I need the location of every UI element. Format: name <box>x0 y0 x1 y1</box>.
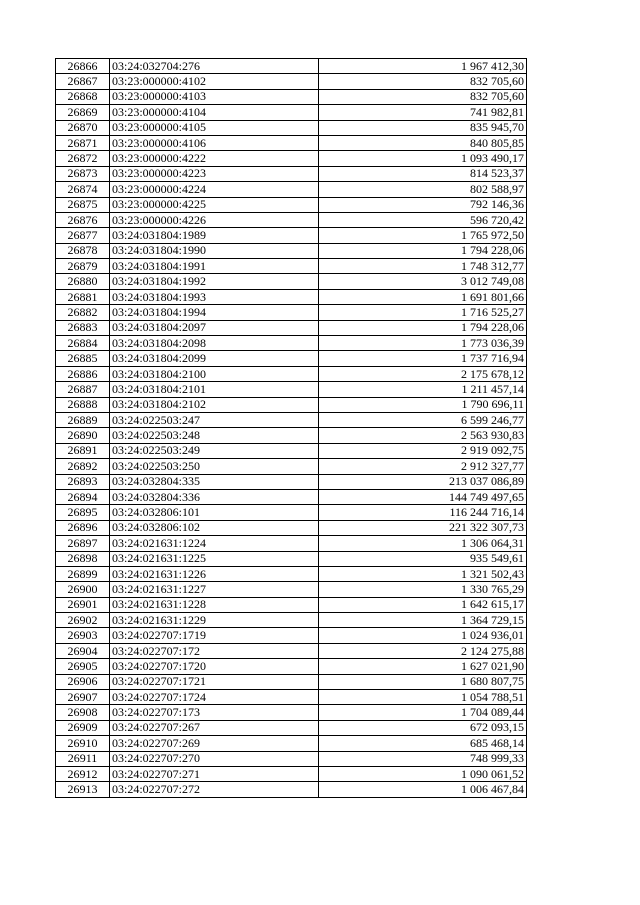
row-number-cell: 26897 <box>56 536 110 551</box>
cadastral-value-cell: 2 919 092,75 <box>319 443 527 458</box>
cadastral-number-cell: 03:24:022707:271 <box>110 766 319 781</box>
row-number-cell: 26913 <box>56 782 110 797</box>
table-row <box>56 336 527 351</box>
cadastral-number-cell: 03:24:031804:1992 <box>110 274 319 289</box>
table-row <box>56 674 527 689</box>
cadastral-value-cell: 1 054 788,51 <box>319 690 527 705</box>
cadastral-value-cell: 1 773 036,39 <box>319 336 527 351</box>
cadastral-number-cell: 03:24:022707:1721 <box>110 674 319 689</box>
cadastral-number-cell: 03:24:032806:102 <box>110 520 319 535</box>
cadastral-number-cell: 03:23:000000:4223 <box>110 166 319 181</box>
row-number-cell: 26890 <box>56 428 110 443</box>
table-row <box>56 166 527 181</box>
table-row <box>56 582 527 597</box>
table-row <box>56 551 527 566</box>
cadastral-number-cell: 03:24:022707:172 <box>110 643 319 658</box>
table-row <box>56 59 527 74</box>
cadastral-number-cell: 03:23:000000:4226 <box>110 212 319 227</box>
table-row <box>56 428 527 443</box>
row-number-cell: 26891 <box>56 443 110 458</box>
table-row <box>56 643 527 658</box>
cadastral-number-cell: 03:24:022707:1719 <box>110 628 319 643</box>
row-number-cell: 26911 <box>56 751 110 766</box>
row-number-cell: 26909 <box>56 720 110 735</box>
row-number-cell: 26896 <box>56 520 110 535</box>
row-number-cell: 26902 <box>56 613 110 628</box>
cadastral-value-cell: 1 794 228,06 <box>319 320 527 335</box>
cadastral-value-cell: 814 523,37 <box>319 166 527 181</box>
table-row <box>56 182 527 197</box>
row-number-cell: 26888 <box>56 397 110 412</box>
table-row <box>56 397 527 412</box>
cadastral-number-cell: 03:24:031804:1993 <box>110 289 319 304</box>
cadastral-value-cell: 2 563 930,83 <box>319 428 527 443</box>
cadastral-value-cell: 221 322 307,73 <box>319 520 527 535</box>
cadastral-value-cell: 1 765 972,50 <box>319 228 527 243</box>
row-number-cell: 26901 <box>56 597 110 612</box>
row-number-cell: 26908 <box>56 705 110 720</box>
cadastral-value-cell: 835 945,70 <box>319 120 527 135</box>
row-number-cell: 26874 <box>56 182 110 197</box>
row-number-cell: 26905 <box>56 659 110 674</box>
cadastral-value-cell: 596 720,42 <box>319 212 527 227</box>
table-row <box>56 197 527 212</box>
table-row <box>56 736 527 751</box>
table-row <box>56 151 527 166</box>
table-row <box>56 459 527 474</box>
table-row <box>56 366 527 381</box>
cadastral-value-cell: 1 627 021,90 <box>319 659 527 674</box>
table-row <box>56 766 527 781</box>
row-number-cell: 26912 <box>56 766 110 781</box>
table-row <box>56 412 527 427</box>
table-row <box>56 489 527 504</box>
cadastral-value-cell: 1 716 525,27 <box>319 305 527 320</box>
cadastral-number-cell: 03:24:022503:249 <box>110 443 319 458</box>
table-row <box>56 474 527 489</box>
table-row <box>56 690 527 705</box>
row-number-cell: 26904 <box>56 643 110 658</box>
table-row <box>56 705 527 720</box>
cadastral-number-cell: 03:23:000000:4104 <box>110 105 319 120</box>
cadastral-value-cell: 1 321 502,43 <box>319 566 527 581</box>
row-number-cell: 26880 <box>56 274 110 289</box>
row-number-cell: 26907 <box>56 690 110 705</box>
cadastral-number-cell: 03:24:031804:2101 <box>110 382 319 397</box>
cadastral-number-cell: 03:23:000000:4103 <box>110 89 319 104</box>
table-row <box>56 212 527 227</box>
cadastral-value-cell: 1 330 765,29 <box>319 582 527 597</box>
table-row <box>56 243 527 258</box>
row-number-cell: 26892 <box>56 459 110 474</box>
cadastral-number-cell: 03:24:022503:247 <box>110 412 319 427</box>
table-row <box>56 289 527 304</box>
cadastral-number-cell: 03:23:000000:4106 <box>110 135 319 150</box>
row-number-cell: 26870 <box>56 120 110 135</box>
cadastral-value-cell: 2 175 678,12 <box>319 366 527 381</box>
row-number-cell: 26868 <box>56 89 110 104</box>
cadastral-value-cell: 1 680 807,75 <box>319 674 527 689</box>
cadastral-value-cell: 1 737 716,94 <box>319 351 527 366</box>
cadastral-value-cell: 1 364 729,15 <box>319 613 527 628</box>
cadastral-number-cell: 03:23:000000:4105 <box>110 120 319 135</box>
cadastral-value-cell: 1 704 089,44 <box>319 705 527 720</box>
table-row <box>56 566 527 581</box>
cadastral-value-cell: 1 211 457,14 <box>319 382 527 397</box>
cadastral-number-cell: 03:24:022503:250 <box>110 459 319 474</box>
cadastral-number-cell: 03:24:032804:336 <box>110 489 319 504</box>
cadastral-number-cell: 03:24:022707:270 <box>110 751 319 766</box>
table-row <box>56 74 527 89</box>
table-row <box>56 228 527 243</box>
cadastral-number-cell: 03:23:000000:4102 <box>110 74 319 89</box>
table-row <box>56 274 527 289</box>
cadastral-value-cell: 1 967 412,30 <box>319 59 527 74</box>
cadastral-value-cell: 1 794 228,06 <box>319 243 527 258</box>
table-row <box>56 720 527 735</box>
table-row <box>56 613 527 628</box>
cadastral-value-cell: 1 642 615,17 <box>319 597 527 612</box>
cadastral-number-cell: 03:24:022707:272 <box>110 782 319 797</box>
cadastral-number-cell: 03:24:022707:269 <box>110 736 319 751</box>
table-row <box>56 305 527 320</box>
cadastral-number-cell: 03:24:032806:101 <box>110 505 319 520</box>
cadastral-value-cell: 6 599 246,77 <box>319 412 527 427</box>
cadastral-number-cell: 03:24:022707:1720 <box>110 659 319 674</box>
table-row <box>56 520 527 535</box>
cadastral-value-cell: 672 093,15 <box>319 720 527 735</box>
cadastral-value-cell: 3 012 749,08 <box>319 274 527 289</box>
cadastral-value-cell: 1 691 801,66 <box>319 289 527 304</box>
row-number-cell: 26894 <box>56 489 110 504</box>
table-row <box>56 628 527 643</box>
cadastral-number-cell: 03:24:021631:1224 <box>110 536 319 551</box>
cadastral-number-cell: 03:24:032804:335 <box>110 474 319 489</box>
cadastral-number-cell: 03:24:031804:2102 <box>110 397 319 412</box>
cadastral-value-cell: 832 705,60 <box>319 89 527 104</box>
table-row <box>56 89 527 104</box>
table-row <box>56 505 527 520</box>
cadastral-number-cell: 03:24:031804:2098 <box>110 336 319 351</box>
row-number-cell: 26910 <box>56 736 110 751</box>
row-number-cell: 26877 <box>56 228 110 243</box>
row-number-cell: 26871 <box>56 135 110 150</box>
cadastral-number-cell: 03:24:022707:173 <box>110 705 319 720</box>
table-row <box>56 659 527 674</box>
table-row <box>56 120 527 135</box>
row-number-cell: 26869 <box>56 105 110 120</box>
cadastral-number-cell: 03:23:000000:4222 <box>110 151 319 166</box>
cadastral-number-cell: 03:24:031804:2097 <box>110 320 319 335</box>
row-number-cell: 26875 <box>56 197 110 212</box>
cadastral-value-cell: 1 748 312,77 <box>319 259 527 274</box>
cadastral-value-cell: 213 037 086,89 <box>319 474 527 489</box>
row-number-cell: 26906 <box>56 674 110 689</box>
cadastral-number-cell: 03:23:000000:4225 <box>110 197 319 212</box>
table-row <box>56 751 527 766</box>
cadastral-value-cell: 935 549,61 <box>319 551 527 566</box>
row-number-cell: 26893 <box>56 474 110 489</box>
table-row <box>56 351 527 366</box>
table-row <box>56 105 527 120</box>
row-number-cell: 26903 <box>56 628 110 643</box>
cadastral-value-cell: 792 146,36 <box>319 197 527 212</box>
cadastral-number-cell: 03:24:022707:1724 <box>110 690 319 705</box>
cadastral-number-cell: 03:24:031804:2099 <box>110 351 319 366</box>
table-row <box>56 320 527 335</box>
cadastral-value-cell: 1 024 936,01 <box>319 628 527 643</box>
cadastral-value-cell: 144 749 497,65 <box>319 489 527 504</box>
row-number-cell: 26872 <box>56 151 110 166</box>
row-number-cell: 26899 <box>56 566 110 581</box>
cadastral-number-cell: 03:24:021631:1225 <box>110 551 319 566</box>
cadastral-value-cell: 1 306 064,31 <box>319 536 527 551</box>
table-row <box>56 597 527 612</box>
cadastral-number-cell: 03:24:031804:2100 <box>110 366 319 381</box>
cadastral-value-cell: 2 124 275,88 <box>319 643 527 658</box>
row-number-cell: 26887 <box>56 382 110 397</box>
table-row <box>56 443 527 458</box>
table-body <box>56 59 527 798</box>
table-row <box>56 782 527 797</box>
cadastral-number-cell: 03:24:031804:1994 <box>110 305 319 320</box>
cadastral-value-cell: 1 006 467,84 <box>319 782 527 797</box>
row-number-cell: 26886 <box>56 366 110 381</box>
cadastral-value-table <box>55 58 527 798</box>
cadastral-number-cell: 03:24:021631:1226 <box>110 566 319 581</box>
row-number-cell: 26883 <box>56 320 110 335</box>
cadastral-value-cell: 832 705,60 <box>319 74 527 89</box>
cadastral-number-cell: 03:24:021631:1227 <box>110 582 319 597</box>
table-row <box>56 382 527 397</box>
cadastral-number-cell: 03:24:022503:248 <box>110 428 319 443</box>
cadastral-value-cell: 2 912 327,77 <box>319 459 527 474</box>
row-number-cell: 26878 <box>56 243 110 258</box>
table-row <box>56 135 527 150</box>
row-number-cell: 26867 <box>56 74 110 89</box>
cadastral-number-cell: 03:24:031804:1990 <box>110 243 319 258</box>
row-number-cell: 26884 <box>56 336 110 351</box>
cadastral-number-cell: 03:23:000000:4224 <box>110 182 319 197</box>
cadastral-value-cell: 802 588,97 <box>319 182 527 197</box>
row-number-cell: 26866 <box>56 59 110 74</box>
table-row <box>56 536 527 551</box>
row-number-cell: 26895 <box>56 505 110 520</box>
cadastral-value-cell: 1 790 696,11 <box>319 397 527 412</box>
cadastral-number-cell: 03:24:031804:1991 <box>110 259 319 274</box>
row-number-cell: 26900 <box>56 582 110 597</box>
row-number-cell: 26881 <box>56 289 110 304</box>
cadastral-value-cell: 116 244 716,14 <box>319 505 527 520</box>
cadastral-number-cell: 03:24:021631:1229 <box>110 613 319 628</box>
row-number-cell: 26882 <box>56 305 110 320</box>
cadastral-number-cell: 03:24:031804:1989 <box>110 228 319 243</box>
cadastral-value-cell: 741 982,81 <box>319 105 527 120</box>
cadastral-value-cell: 840 805,85 <box>319 135 527 150</box>
cadastral-value-cell: 1 093 490,17 <box>319 151 527 166</box>
cadastral-number-cell: 03:24:022707:267 <box>110 720 319 735</box>
row-number-cell: 26879 <box>56 259 110 274</box>
row-number-cell: 26889 <box>56 412 110 427</box>
row-number-cell: 26898 <box>56 551 110 566</box>
row-number-cell: 26885 <box>56 351 110 366</box>
row-number-cell: 26876 <box>56 212 110 227</box>
cadastral-value-cell: 685 468,14 <box>319 736 527 751</box>
cadastral-number-cell: 03:24:032704:276 <box>110 59 319 74</box>
table-row <box>56 259 527 274</box>
row-number-cell: 26873 <box>56 166 110 181</box>
cadastral-value-cell: 1 090 061,52 <box>319 766 527 781</box>
cadastral-value-cell: 748 999,33 <box>319 751 527 766</box>
cadastral-number-cell: 03:24:021631:1228 <box>110 597 319 612</box>
